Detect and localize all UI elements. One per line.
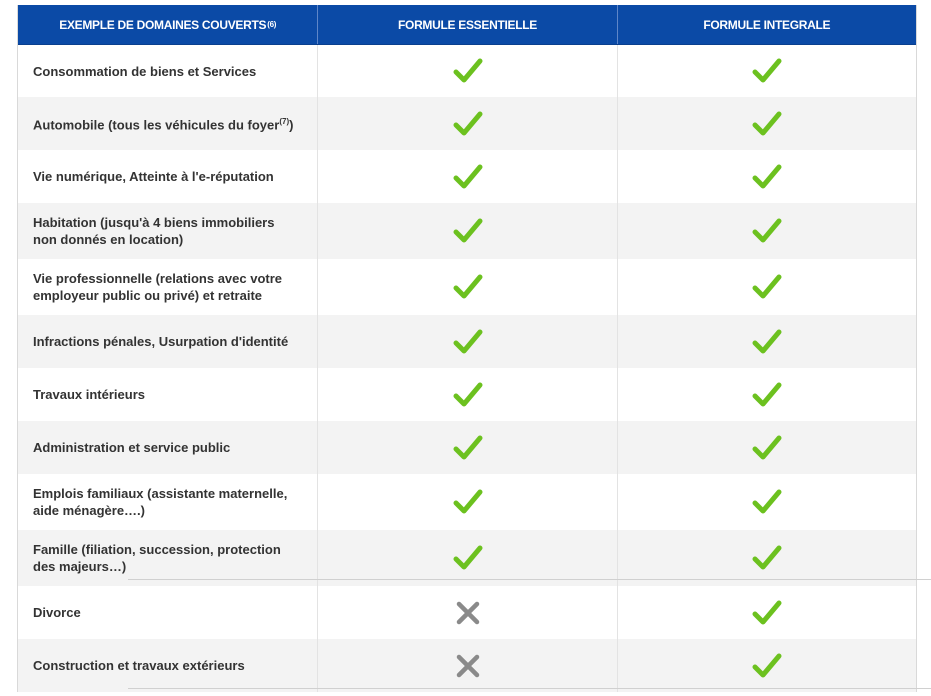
domain-text-wrap <box>33 386 145 403</box>
domain-text: Vie numérique, Atteinte à l'e-réputation <box>33 169 274 184</box>
check-icon <box>752 57 782 85</box>
domain-text-wrap <box>33 63 256 80</box>
domain-text-wrap <box>33 168 274 185</box>
essentielle-mark <box>317 474 616 530</box>
table-row <box>18 368 916 421</box>
cross-icon <box>455 653 481 679</box>
integrale-mark <box>617 150 916 203</box>
table-row <box>18 530 916 586</box>
integrale-mark <box>617 474 916 530</box>
check-icon <box>453 163 483 191</box>
domain-text: Automobile (tous les véhicules du foyer <box>33 117 280 133</box>
domain-text: Famille (filiation, succession, protection des majeurs…) <box>33 542 281 574</box>
domain-text: Divorce <box>33 605 81 620</box>
table-body <box>18 45 916 692</box>
header-integrale-label: FORMULE INTEGRALE <box>703 17 831 32</box>
integrale-mark <box>617 203 916 259</box>
coverage-table <box>17 5 917 692</box>
essentielle-mark <box>317 639 616 692</box>
table-row <box>18 474 916 530</box>
overlay-divider <box>128 579 931 580</box>
domain-text-wrap <box>33 439 230 456</box>
check-icon <box>752 217 782 245</box>
header-formule-integrale <box>617 5 916 44</box>
table-row <box>18 203 916 259</box>
domain-label <box>18 259 317 315</box>
domain-text: Travaux intérieurs <box>33 387 145 402</box>
table-row <box>18 421 916 474</box>
domain-text-wrap <box>33 604 81 621</box>
check-icon <box>453 434 483 462</box>
domain-text: Administration et service public <box>33 440 231 455</box>
integrale-mark <box>617 368 916 421</box>
header-domains-footnote: (6) <box>267 20 277 29</box>
check-icon <box>752 544 782 572</box>
check-icon <box>453 381 483 409</box>
check-icon <box>752 273 782 301</box>
essentielle-mark <box>317 421 616 474</box>
domain-label <box>18 203 317 259</box>
domain-label <box>18 315 317 368</box>
integrale-mark <box>617 530 916 586</box>
check-icon <box>453 57 483 85</box>
essentielle-mark <box>317 315 616 368</box>
domain-label <box>18 45 317 97</box>
check-icon <box>453 488 483 516</box>
essentielle-mark <box>317 150 616 203</box>
essentielle-mark <box>317 259 616 315</box>
domain-text-wrap <box>33 541 297 575</box>
domain-text-wrap <box>33 270 297 304</box>
essentielle-mark <box>317 45 616 97</box>
domain-text-wrap <box>33 113 293 133</box>
domain-text: Consommation de biens et Services <box>33 63 257 79</box>
integrale-mark <box>617 421 916 474</box>
domain-text: Habitation (jusqu'à 4 biens immobiliers non donnés en location) <box>33 215 275 247</box>
domain-footnote: (7) <box>279 117 290 127</box>
table-row <box>18 586 916 639</box>
domain-label <box>18 368 317 421</box>
domain-label <box>18 639 317 692</box>
essentielle-mark <box>317 97 616 150</box>
domain-label <box>18 97 317 150</box>
essentielle-mark <box>317 586 616 639</box>
integrale-mark <box>617 259 916 315</box>
domain-text-wrap <box>33 214 297 248</box>
table-row <box>18 639 916 692</box>
domain-label <box>18 421 317 474</box>
domain-label <box>18 586 317 639</box>
check-icon <box>752 163 782 191</box>
overlay-divider <box>128 688 931 689</box>
domain-label <box>18 474 317 530</box>
essentielle-mark <box>317 368 616 421</box>
cross-icon <box>455 600 481 626</box>
domain-label <box>18 150 317 203</box>
check-icon <box>752 434 782 462</box>
integrale-mark <box>617 45 916 97</box>
domain-label <box>18 530 317 586</box>
domain-text-wrap <box>33 333 288 350</box>
domain-text: Infractions pénales, Usurpation d'identité <box>33 334 289 349</box>
table-row <box>18 150 916 203</box>
check-icon <box>453 110 483 138</box>
check-icon <box>752 488 782 516</box>
check-icon <box>752 381 782 409</box>
table-row <box>18 259 916 315</box>
check-icon <box>752 110 782 138</box>
check-icon <box>453 328 483 356</box>
domain-text-wrap <box>33 657 245 674</box>
table-row <box>18 315 916 368</box>
integrale-mark <box>617 586 916 639</box>
header-formule-essentielle <box>317 5 616 44</box>
domain-text: Emplois familiaux (assistante maternelle, aide ménagère….) <box>33 486 288 518</box>
essentielle-mark <box>317 530 616 586</box>
table-row <box>18 97 916 150</box>
check-icon <box>752 652 782 680</box>
check-icon <box>752 328 782 356</box>
integrale-mark <box>617 315 916 368</box>
check-icon <box>453 544 483 572</box>
domain-text: Vie professionnelle (relations avec votre employeur public ou privé) et retraite <box>33 271 283 303</box>
check-icon <box>752 599 782 627</box>
integrale-mark <box>617 639 916 692</box>
header-domains <box>18 5 317 44</box>
header-essentielle-label: FORMULE ESSENTIELLE <box>398 17 537 32</box>
check-icon <box>453 217 483 245</box>
table-header <box>18 5 916 45</box>
essentielle-mark <box>317 203 616 259</box>
domain-text-suffix: ) <box>289 117 294 133</box>
domain-text: Construction et travaux extérieurs <box>33 658 245 673</box>
integrale-mark <box>617 97 916 150</box>
header-domains-label: EXEMPLE DE DOMAINES COUVERTS <box>59 17 267 32</box>
domain-text-wrap <box>33 485 297 519</box>
check-icon <box>453 273 483 301</box>
table-row <box>18 45 916 97</box>
